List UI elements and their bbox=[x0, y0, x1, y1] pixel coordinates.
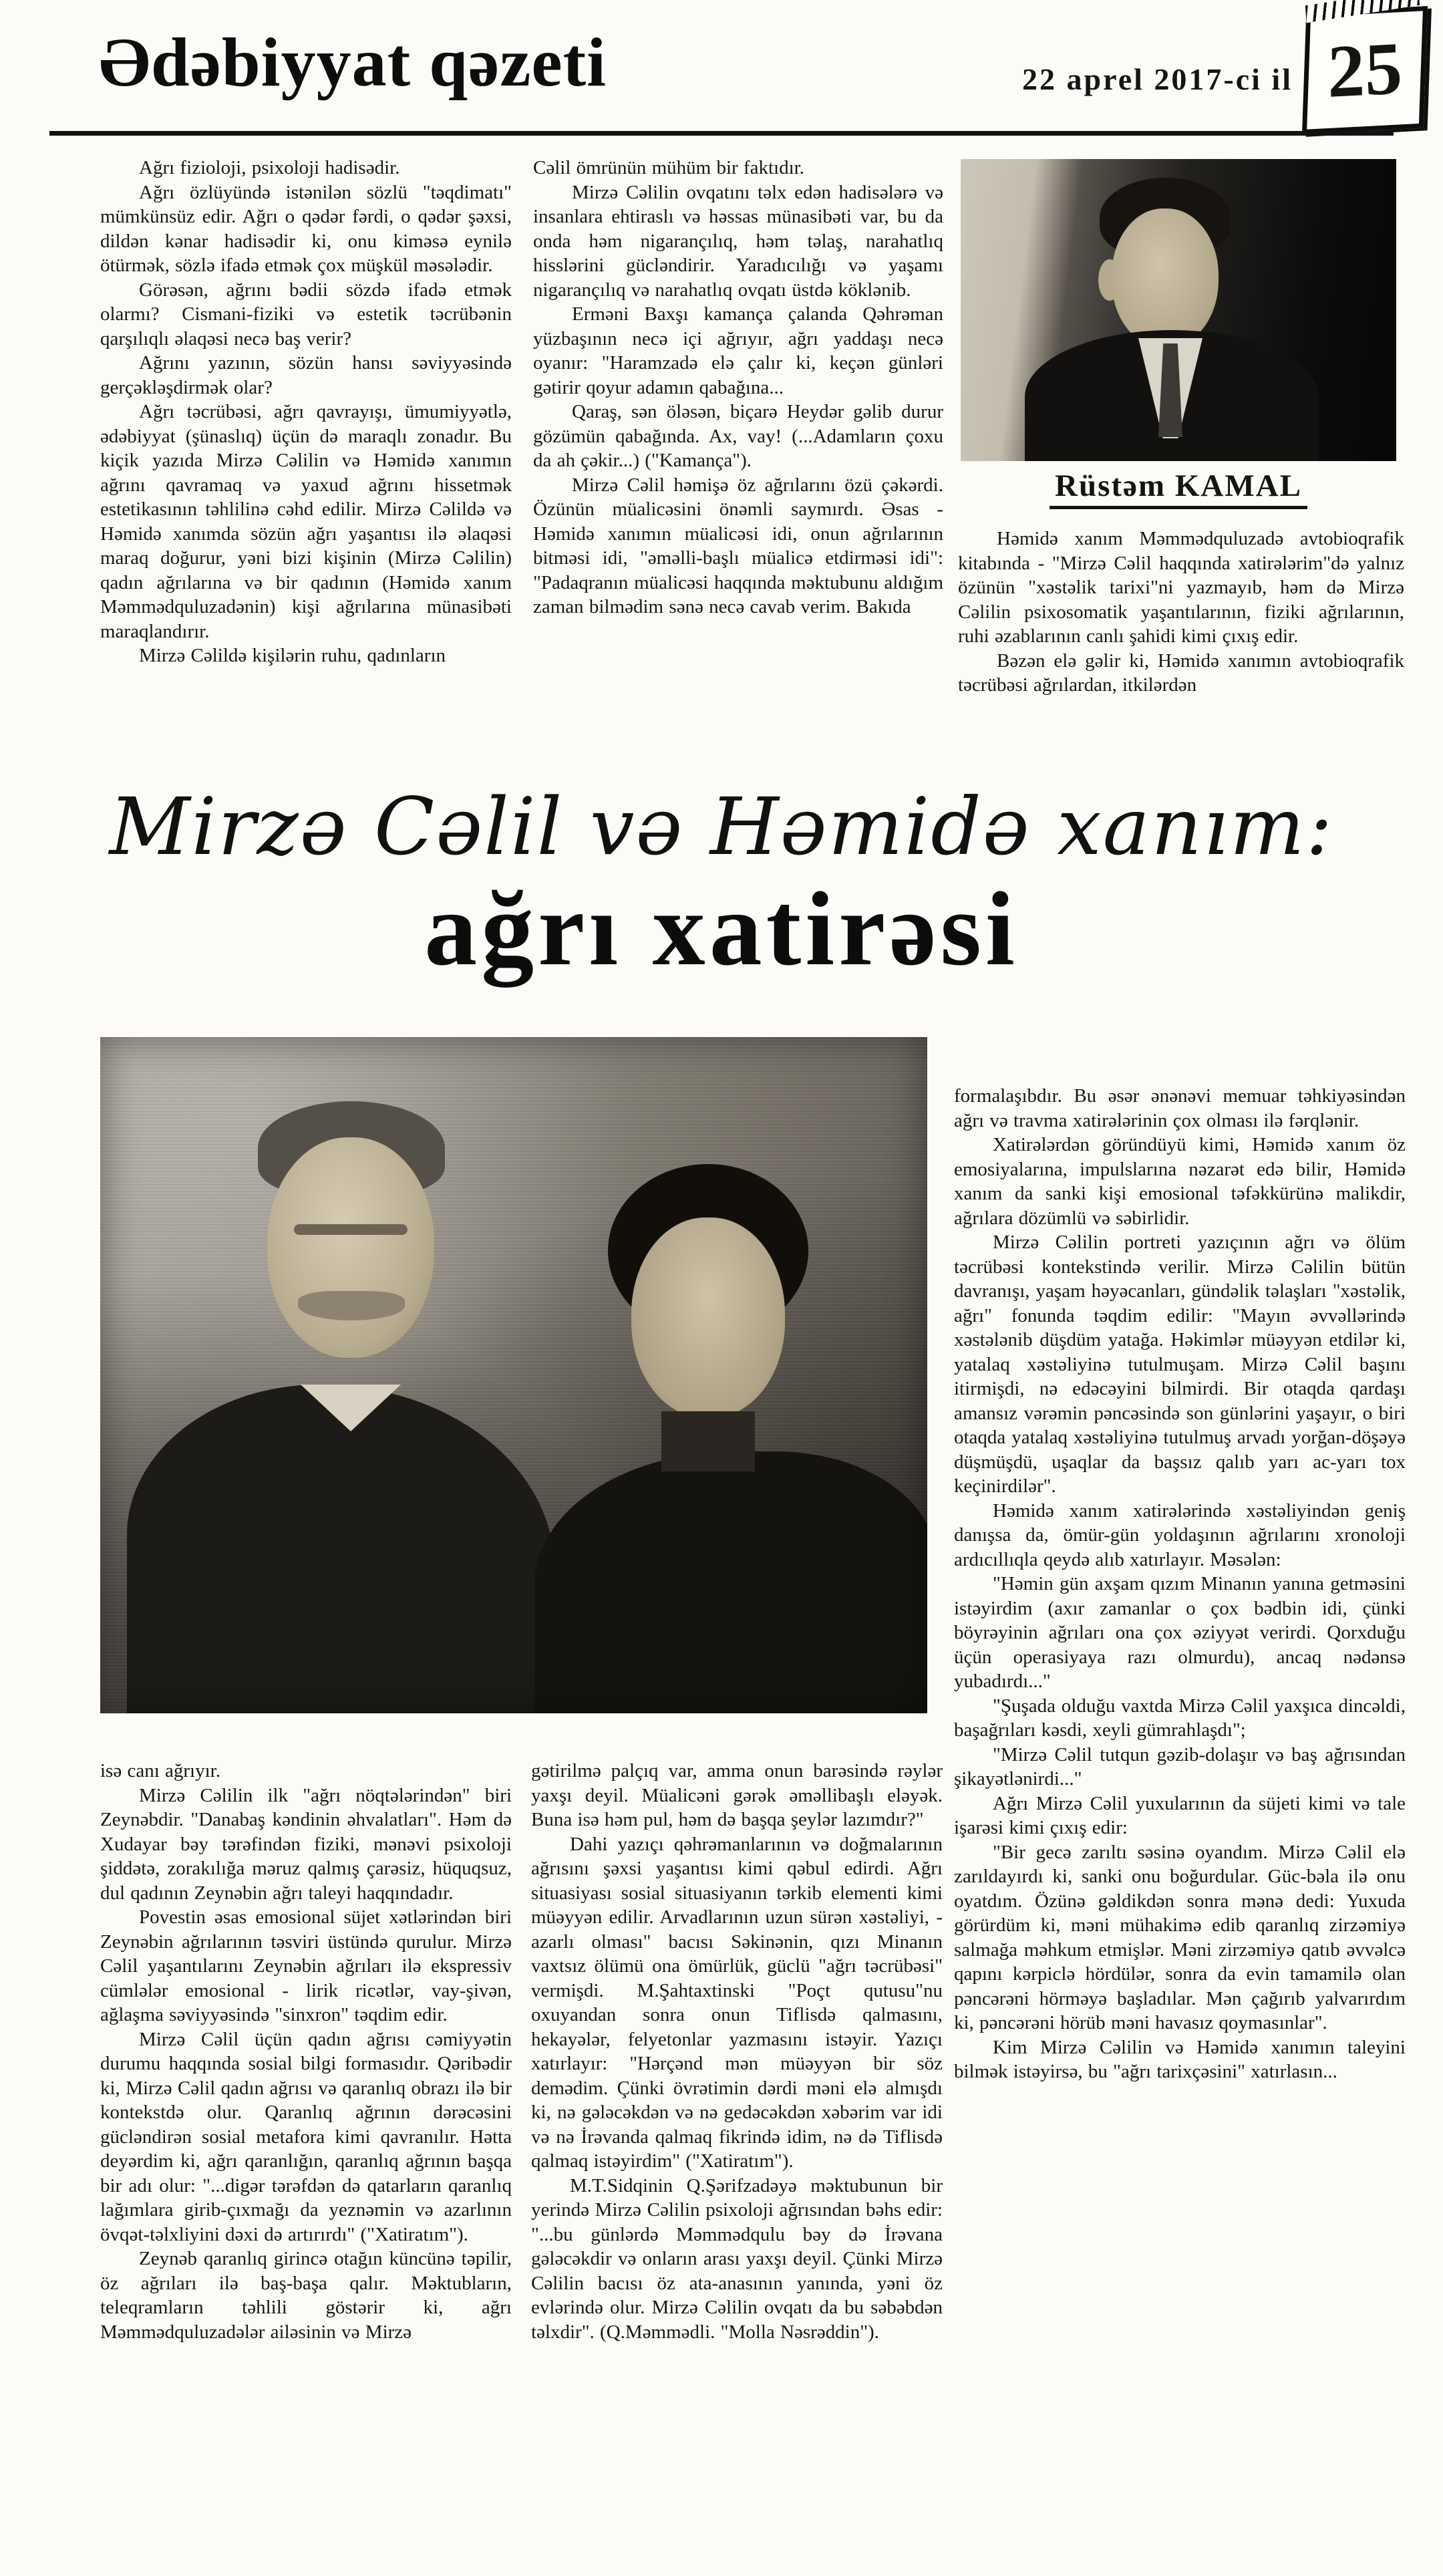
paragraph: M.T.Sidqinin Q.Şərifzadəyə məktubunun bir yerində Mirzə Cəlilin psixoloji ağrısından bəhs edir: "...bu günlərdə Məmmədqulu bəy də İrəvana gələcəkdir və onların arası yaxşı deyil. Çünki Mirzə Cəlilin bacısı öz ata-anasının yanında, yəni öz evlərində olur. Mirzə Cəlilin ovqatı da bu səbəbdən təlxdir". (Q.Məmmədli. "Molla Nəsrəddin"). bbox=[531, 2174, 943, 2343]
column-bottom-left bbox=[100, 1759, 512, 2344]
column-top-middle bbox=[533, 156, 943, 619]
author-portrait-photo bbox=[961, 159, 1396, 461]
paragraph: Qaraş, sən öləsən, biçarə Heydər gəlib durur gözümün qabağında. Ax, vay! (...Adamların çoxu da ah çəkir...) ("Kamança"). bbox=[533, 401, 943, 471]
paragraph: Mirzə Cəlil üçün qadın ağrısı cəmiyyətin durumu haqqında sosial bilgi formasıdır. Qəribədir ki, Mirzə Cəlil qadın ağrısı və qaranlıq obrazı ilə bir kontekstdə olur. Qaranlıq ağrının dərəcəsini gücləndirən sosial metafora kimi qavranılır. Hətta deyərdim ki, ağrı qaranlığın, qaranlıq ağrının başqa bir adı olur: "...digər tərəfdən də qatarların qaranlıq lağımlara girib-çıxmağı da yeznəmin və azarlının övqət-təlxliyini dəxi də artırırdı" ("Xatiratım"). bbox=[100, 2028, 512, 2245]
paragraph: Dahi yazıçı qəhrəmanlarının və doğmalarının ağrısını şəxsi yaşantısı kimi qəbul edirdi. Ağrı situasiyası sosial situasiyanın tərkib elementi kimi müəyyən edilir. Arvadlarının uzun sürən xəstəliyi, - azarlı olması" bacısı Səkinənin, qızı Minanın vaxtsız ölümü ona ömürlük, güclü "ağrı təcrübəsi" vermişdi. M.Şahtaxtinski "Poçt qutusu"nu oxuyandan sonra onun Tiflisdə qalmasını, hekayələr, felyetonlar yazmasını istəyir. Yazıçı xatırlayır: "Hərçənd mən müəyyən bir söz demədim. Çünki övrətimin dərdi məni elə almışdı ki, nə gələcəkdən və nə gedəcəkdən xəbərim var idi və nə İrəvanda qalmaq fikrində idim, nə də Tiflisdə qalmaq istəyirdim" ("Xatiratım"). bbox=[531, 1833, 943, 2172]
headline-main-line: ağrı xatirəsi bbox=[424, 871, 1019, 988]
portrait-face bbox=[1112, 208, 1219, 347]
paragraph: Ağrı özlüyündə istənilən sözlü "təqdimatı" mümkünsüz edir. Ağrı o qədər fərdi, o qədər şəxsi, dildən kənar hadisədir ki, onu kiməsə eynilə ötürmək, sözlə ifadə etmək çox müşkül məsələdir. bbox=[100, 181, 512, 276]
paragraph: Erməni Baxşı kamança çalanda Qəhrəman yüzbaşının necə içi ağrıyır, ağrı yaddaşı necə oyanır: "Haramzadə elə çalır ki, keçən günləri gətirir qoyur adamın qabağına... bbox=[533, 303, 943, 398]
paragraph: "Şuşada olduğu vaxtda Mirzə Cəlil yaxşıca dincəldi, başağrıları kəsdi, xeyli gümrahlaşdı"; bbox=[954, 1695, 1406, 1741]
page-number: 25 bbox=[1327, 27, 1403, 114]
paragraph: "Həmin gün axşam qızım Minanın yanına getməsini istəyirdim (axır zamanlar o çox bədbin idi, çünki böyrəyinin ağrıları ona çox əziyyət verirdi. Qorxduğu üçün operasiyaya razı olmurdu), ancaq nədənsə yubadırdı..." bbox=[954, 1573, 1406, 1692]
paragraph: Mirzə Cəlildə kişilərin ruhu, qadınların bbox=[139, 645, 446, 666]
masthead-rule bbox=[49, 131, 1394, 136]
paragraph: Mirzə Cəlil həmişə öz ağrılarını özü çəkərdi. Özünün müalicəsini önəmli saymırdı. Əsas - Həmidə xanımın müalicəsi idi, onun ağrılarının bitməsi idi, "əməlli-başlı müalicə etdirməsi idi": "Padaqranın müalicəsi haqqında məktubunu aldığım zaman bilmədim sənə necə cavab verim. Bakıda bbox=[533, 474, 943, 617]
paragraph: Həmidə xanım Məmmədquluzadə avtobioqrafik kitabında - "Mirzə Cəlil haqqında xatirələrim"də yalnız özünün "xəstəlik tarixi"ni yazmayıb, həm də Mirzə Cəlilin psixosomatik yaşantılarının, fiziki ağrılarının, ruhi əzablarının canlı şahidi kimi çıxış edir. bbox=[958, 528, 1404, 647]
paragraph: Ağrını yazının, sözün hansı səviyyəsində gerçəkləşdirmək olar? bbox=[100, 352, 512, 398]
author-name: Rüstəm KAMAL bbox=[961, 468, 1396, 504]
column-top-left bbox=[100, 156, 512, 668]
paragraph: formalaşıbdır. Bu əsər ənənəvi memuar təhkiyəsindən ağrı və travma xatirələrinin çox olması ilə fərqlənir. bbox=[954, 1085, 1406, 1131]
paragraph: Görəsən, ağrını bədii sözdə ifadə etmək olarmı? Cismani-fiziki və estetik təcrübənin qarşılıqlı əlaqəsi necə baş verir? bbox=[100, 279, 512, 349]
photo-vignette bbox=[100, 1037, 927, 1713]
paragraph: "Bir gecə zarıltı səsinə oyandım. Mirzə Cəlil elə zarıldayırdı ki, sanki onu boğurdular. Güc-bəla ilə onu oyatdım. Özünə gəldikdən sonra mənə dedi: Yuxuda görürdüm ki, məni mühakimə edib qaranlıq zirzəmiyə salmağa məhkum etmişlər. Məni zirzəmiyə qatıb əvvəlcə qapını kərpiclə hördülər, sonra da evin tamamilə olan pəncərəni hörməyə başladılar. Mən çağırıb yalvarırdım ki, pəncərəni hörüb məni havasız qoymasınlar". bbox=[954, 1841, 1406, 2033]
paragraph: Ağrı fizioloji, psixoloji hadisədir. bbox=[139, 157, 400, 178]
main-article-photo bbox=[100, 1037, 927, 1713]
column-author-intro bbox=[958, 527, 1404, 698]
paragraph: Mirzə Cəlilin portreti yazıçının ağrı və ölüm təcrübəsi kontekstində verilir. Mirzə Cəlilin bütün davranışı, yaşam həyəcanları, gündəlik təlaşları "xəstəlik, ağrı" fonunda təqdim edilir: "Mayın əvvəllərində xəstələnib düşdüm yatağa. Həkimlər müəyyən etdilər ki, yatalaq xəstəliyinə tutulmuşam. Mirzə Cəlil başını itirmişdi, nə edəcəyini bilmirdi. Bir otaqda qardaşı amansız vərəmin pəncəsində son günlərini yaşayır, o biri otaqda yatalaq xəstəliyinə tutulmuş arvadı yorğan-döşəyə düşmüşdü, uşaqlar da başsız qalıb yarı ac-yarı tox keçinirdilər". bbox=[954, 1232, 1406, 1497]
paragraph: Povestin əsas emosional süjet xətlərindən biri Zeynəbin ağrılarının təsviri üstündə qurulur. Mirzə Cəlil yaşantılarını Zeynəbin ağrıları ilə ekspressiv cümlələr emosional - lirik ricətlər, vay-şivən, ağlaşma səviyyəsində "sinxron" təqdim edir. bbox=[100, 1906, 512, 2025]
column-right bbox=[954, 1084, 1406, 2084]
masthead-title: Ədəbiyyat qəzeti bbox=[99, 24, 607, 101]
headline-script-line: Mirzə Cəlil və Həmidə xanım: bbox=[109, 780, 1334, 873]
paragraph: Həmidə xanım xatirələrində xəstəliyindən geniş danışsa da, ömür-gün yoldaşının ağrılarını xronoloji ardıcıllıqla qeydə alıb xatırlayır. Məsələn: bbox=[954, 1499, 1406, 1570]
book-icon bbox=[1305, 0, 1420, 23]
paragraph: Xatirələrdən göründüyü kimi, Həmidə xanım öz emosiyalarına, impulslarına nəzarət edə bilir, Həmidə xanım da sanki kişi emosional təfəkkürünə malikdir, ağrılara dözümlü və səbirlidir. bbox=[954, 1134, 1406, 1229]
paragraph: Bəzən elə gəlir ki, Həmidə xanımın avtobioqrafik təcrübəsi ağrılardan, itkilərdən bbox=[958, 650, 1404, 696]
paragraph: isə canı ağrıyır. bbox=[100, 1760, 220, 1781]
paragraph: Cəlil ömrünün mühüm bir faktıdır. bbox=[533, 157, 804, 178]
paragraph: Zeynəb qaranlıq girincə otağın küncünə təpilir, öz ağrıları ilə baş-başa qalır. Məktubların, teleqramların təhlili göstərir ki, ağrı Məmmədquluzadələr ailəsinin və Mirzə bbox=[100, 2248, 512, 2343]
column-bottom-middle bbox=[531, 1759, 943, 2344]
paragraph: "Mirzə Cəlil tutqun gəzib-dolaşır və baş ağrısından şikayətlənirdi..." bbox=[954, 1743, 1406, 1790]
masthead-date: 22 aprel 2017-ci il bbox=[1022, 62, 1293, 96]
paragraph: Ağrı Mirzə Cəlil yuxularının da süjeti kimi və tale işarəsi kimi çıxış edir: bbox=[954, 1792, 1406, 1838]
paragraph: Kim Mirzə Cəlilin və Həmidə xanımın taleyini bilmək istəyirsə, bu "ağrı tarixçəsini" xatırlasın... bbox=[954, 2036, 1406, 2082]
paragraph: Mirzə Cəlilin ilk "ağrı nöqtələrindən" biri Zeynəbdir. "Danabaş kəndinin əhvalatları". Həm də Xudayar bəy tərəfindən fiziki, mənəvi psixoloji şiddətə, zorakılığa məruz qalmış çarəsiz, hüquqsuz, dul qadının Zeynəbin ağrı taleyi haqqındadır. bbox=[100, 1784, 512, 1904]
paragraph: Ağrı təcrübəsi, ağrı qavrayışı, ümumiyyətlə, ədəbiyyat (şünaslıq) üçün də maraqlı zonadır. Bu kiçik yazıda Mirzə Cəlilin və Həmidə xanımın ağrını qavramaq və yaxud ağrını hissetmək estetikasının təhlilinə cəhd edilir. Mirzə Cəlildə və Həmidə xanımda sözün ağrı yaşantısı ilə əlaqəsi maraq doğurur, yəni bizi kişinin (Mirzə Cəlilin) qadın ağrılarına və bir qadının (Həmidə xanım Məmmədquluzadənin) kişi ağrılarına münasibəti maraqlandırır. bbox=[100, 401, 512, 642]
paragraph: Mirzə Cəlilin ovqatını təlx edən hadisələrə və insanlara ehtiraslı və həssas münasibəti var, bu da onda həm nigarançılıq, həm təlaş, narahatlıq hisslərini gücləndirir. Yaradıcılığı və yaşamı nigarançılıq və narahatlıq ovqatı üstdə köklənib. bbox=[533, 181, 943, 301]
paragraph: gətirilmə palçıq var, amma onun barəsində rəylər yaxşı deyil. Müalicəni gərək əməllibaşlı eləyək. Buna isə həm pul, həm də başqa şeylər lazımdır?" bbox=[531, 1760, 943, 1830]
page-number-badge bbox=[1302, 6, 1428, 134]
